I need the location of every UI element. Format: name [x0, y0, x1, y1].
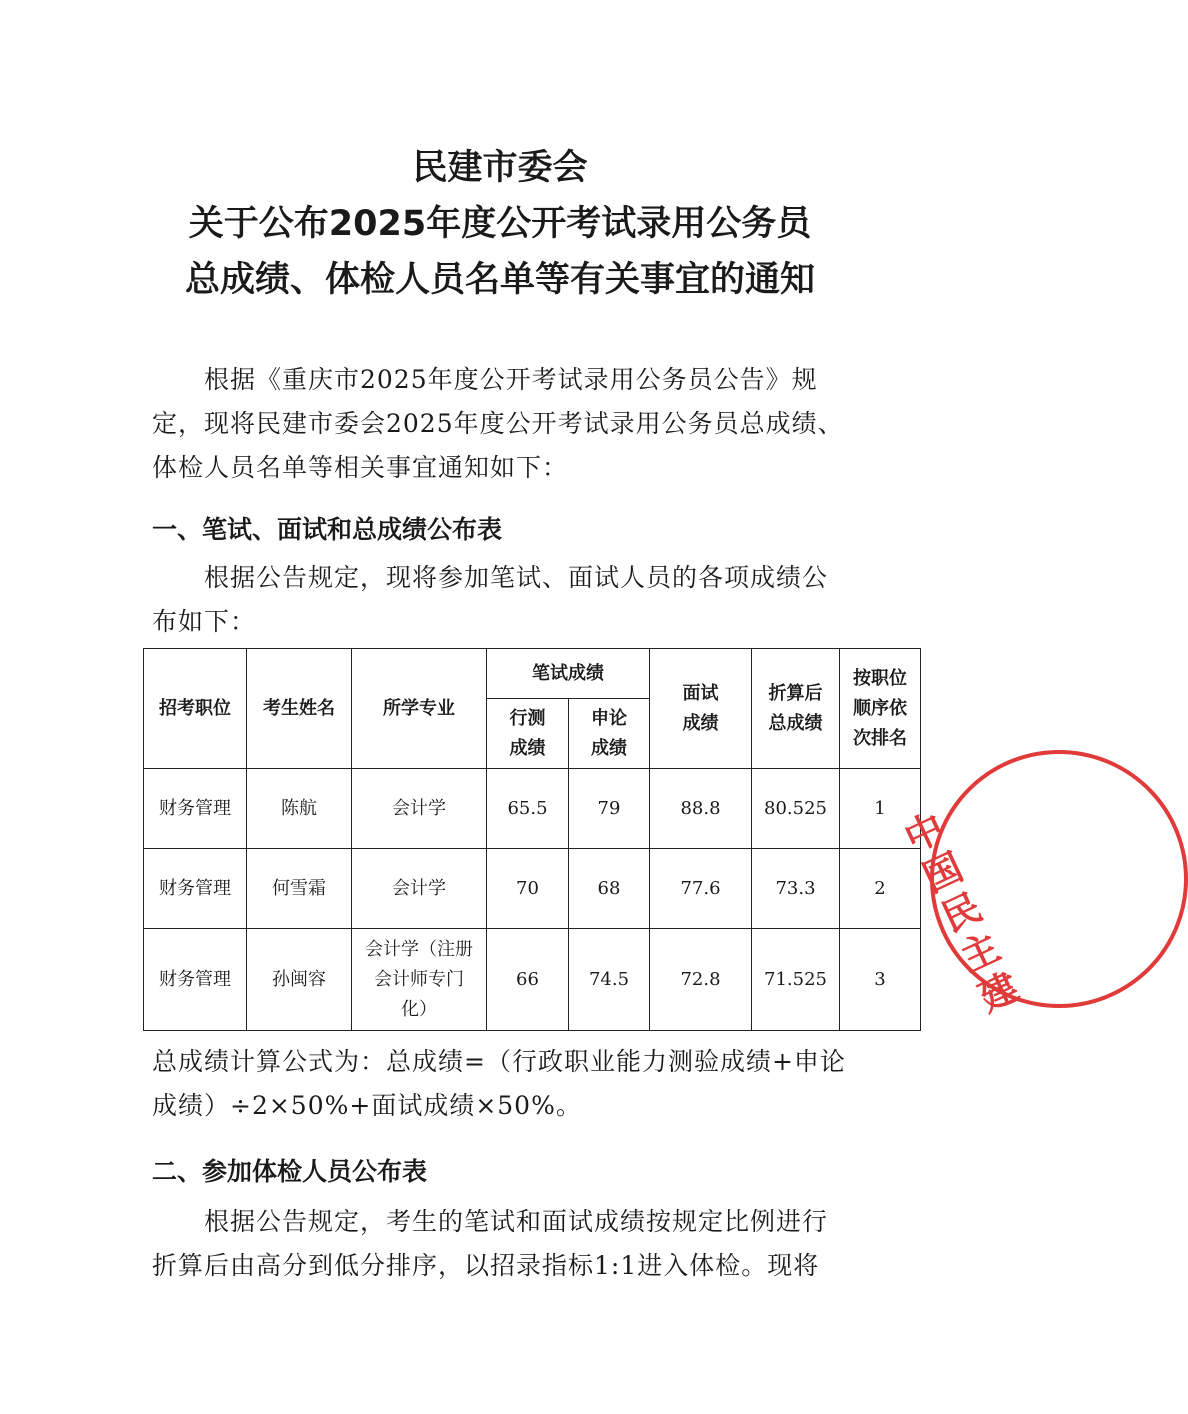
section-2-paragraph	[152, 1200, 852, 1288]
cell-position: 财务管理	[144, 849, 247, 929]
table-row	[144, 929, 921, 1031]
cell-interview: 72.8	[650, 929, 752, 1031]
official-seal-text: 中国民主建	[897, 804, 1026, 1021]
cell-name: 孙闽容	[247, 929, 352, 1031]
cell-major: 会计学（注册会计师专门化）	[352, 929, 487, 1031]
header-total: 折算后总成绩	[752, 649, 840, 769]
cell-shenlun: 79	[569, 769, 650, 849]
header-shenlun: 申论成绩	[569, 699, 650, 769]
cell-position: 财务管理	[144, 769, 247, 849]
table-header-row-1	[144, 649, 921, 699]
cell-major: 会计学	[352, 769, 487, 849]
table-row	[144, 769, 921, 849]
intro-paragraph	[152, 358, 852, 490]
cell-rank: 3	[840, 929, 921, 1031]
intro-line-3: 体检人员名单等相关事宜通知如下：	[152, 453, 569, 482]
cell-rank: 2	[840, 849, 921, 929]
cell-shenlun: 68	[569, 849, 650, 929]
section-1-heading: 一、笔试、面试和总成绩公布表	[152, 515, 503, 544]
intro-line-2: 定，现将民建市委会2025年度公开考试录用公务员总成绩、	[152, 409, 844, 438]
header-rank: 按职位顺序依次排名	[840, 649, 921, 769]
cell-major: 会计学	[352, 849, 487, 929]
cell-shenlun: 74.5	[569, 929, 650, 1031]
intro-line-1: 根据《重庆市2025年度公开考试录用公务员公告》规	[152, 365, 818, 394]
header-written: 笔试成绩	[487, 649, 650, 699]
title-line-1: 民建市委会	[412, 148, 588, 188]
cell-xingce: 66	[487, 929, 569, 1031]
cell-total: 71.525	[752, 929, 840, 1031]
cell-total: 73.3	[752, 849, 840, 929]
section-1-line-1: 根据公告规定，现将参加笔试、面试人员的各项成绩公	[152, 563, 829, 592]
cell-name: 陈航	[247, 769, 352, 849]
header-major: 所学专业	[352, 649, 487, 769]
table-row	[144, 849, 921, 929]
cell-xingce: 70	[487, 849, 569, 929]
section-2-line-2: 折算后由高分到低分排序，以招录指标1:1进入体检。现将	[152, 1251, 820, 1280]
cell-interview: 88.8	[650, 769, 752, 849]
formula-line-1: 总成绩计算公式为：总成绩=（行政职业能力测验成绩+申论	[152, 1047, 846, 1076]
title-line-2: 关于公布2025年度公开考试录用公务员	[188, 204, 812, 244]
header-position: 招考职位	[144, 649, 247, 769]
cell-rank: 1	[840, 769, 921, 849]
cell-xingce: 65.5	[487, 769, 569, 849]
section-2-heading: 二、参加体检人员公布表	[152, 1157, 428, 1186]
header-interview: 面试成绩	[650, 649, 752, 769]
section-2-line-1: 根据公告规定，考生的笔试和面试成绩按规定比例进行	[152, 1207, 829, 1236]
formula-line-2: 成绩）÷2×50%+面试成绩×50%。	[152, 1091, 582, 1120]
title-line-3: 总成绩、体检人员名单等有关事宜的通知	[184, 260, 815, 300]
section-1-paragraph	[152, 556, 852, 644]
scores-table	[143, 648, 921, 1031]
cell-position: 财务管理	[144, 929, 247, 1031]
cell-total: 80.525	[752, 769, 840, 849]
formula-paragraph	[152, 1040, 852, 1128]
section-1-line-2: 布如下：	[152, 607, 257, 636]
cell-interview: 77.6	[650, 849, 752, 929]
cell-name: 何雪霜	[247, 849, 352, 929]
header-xingce: 行测成绩	[487, 699, 569, 769]
header-name: 考生姓名	[247, 649, 352, 769]
